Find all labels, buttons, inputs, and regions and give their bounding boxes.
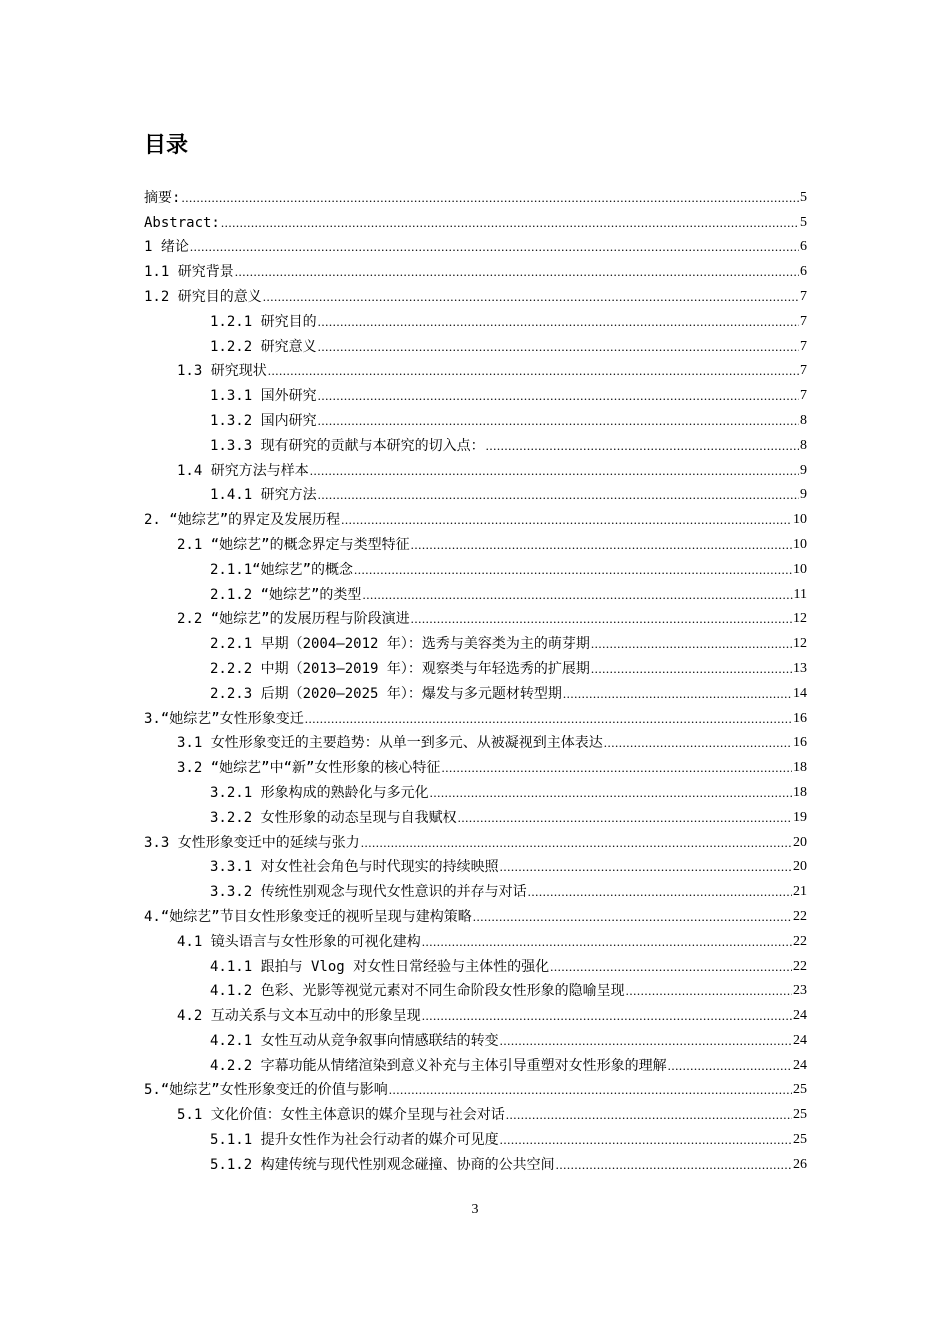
toc-entry[interactable] [144,504,807,529]
toc-entry-page: 24 [793,1008,807,1024]
page-number: 3 [471,1202,479,1217]
toc-entry[interactable] [144,232,807,257]
toc-entry-page: 10 [793,512,807,528]
toc-entry[interactable] [144,529,807,554]
toc-entry-page: 9 [800,462,807,478]
toc-entry[interactable] [144,1075,807,1100]
toc-title: 目录 [144,133,189,158]
toc-entry-page: 22 [793,958,807,974]
toc-entry-page: 18 [793,784,807,800]
dot-leader [310,462,799,480]
toc-entry[interactable] [144,331,807,356]
dot-leader [563,685,792,703]
toc-entry-title: 2.2.2 中期（2013—2019 年）：观察类与年轻选秀的扩展期 [210,660,590,677]
toc-entry-page: 5 [800,189,807,205]
dot-leader [500,858,792,876]
toc-entry-title: 2.2.3 后期（2020—2025 年）：爆发与多元题材转型期 [210,685,562,702]
toc-entry[interactable] [144,554,807,579]
toc-entry[interactable] [144,827,807,852]
table-of-contents [144,182,807,1174]
dot-leader [263,288,799,306]
dot-leader [556,1156,792,1174]
toc-entry-title: 4.2.2 字幕功能从情绪渲染到意义补充与主体引导重塑对女性形象的理解 [210,1057,667,1074]
toc-entry[interactable] [144,1025,807,1050]
dot-leader [550,958,792,976]
toc-entry-page: 10 [793,561,807,577]
toc-entry[interactable] [144,901,807,926]
toc-entry-title: 1.2.2 研究意义 [210,338,317,355]
toc-entry-page: 7 [800,288,807,304]
dot-leader [268,362,799,380]
dot-leader [430,784,792,802]
toc-entry-title: 3.1 女性形象变迁的主要趋势：从单一到多元、从被凝视到主体表达 [177,735,603,752]
dot-leader [422,1007,792,1025]
toc-entry-title: 3.2 “她综艺”中“新”女性形象的核心特征 [177,760,441,777]
toc-entry[interactable] [144,1124,807,1149]
toc-entry-page: 23 [793,983,807,999]
toc-entry-page: 20 [793,834,807,850]
toc-entry-page: 12 [793,636,807,652]
toc-entry[interactable] [144,256,807,281]
toc-entry-page: 7 [800,313,807,329]
dot-leader [235,263,799,281]
dot-leader [362,586,792,604]
toc-entry-title: 3.3.1 对女性社会角色与时代现实的持续映照 [210,859,499,876]
toc-entry-title: 3.2.2 女性形象的动态呈现与自我赋权 [210,809,457,826]
toc-entry[interactable] [144,976,807,1001]
toc-entry-page: 6 [800,264,807,280]
dot-leader [500,1032,792,1050]
dot-leader [221,214,799,232]
toc-entry-page: 20 [793,859,807,875]
toc-entry-page: 22 [793,933,807,949]
dot-leader [591,660,792,678]
dot-leader [486,437,799,455]
toc-entry-page: 5 [800,214,807,230]
toc-entry-title: 5.1.1 提升女性作为社会行动者的媒介可见度 [210,1132,499,1149]
toc-entry-title: 1.3.1 国外研究 [210,388,317,405]
toc-entry-title: 1.3.2 国内研究 [210,412,317,429]
dot-leader [500,1131,792,1149]
toc-entry-page: 16 [793,710,807,726]
toc-entry-title: 2.2.1 早期（2004—2012 年）：选秀与美容类为主的萌芽期 [210,636,590,653]
dot-leader [181,189,799,207]
toc-entry-title: 5.“她综艺”女性形象变迁的价值与影响 [144,1082,388,1099]
toc-entry[interactable] [144,579,807,604]
dot-leader [190,238,799,256]
toc-entry-title: 2.2 “她综艺”的发展历程与阶段演进 [177,611,410,628]
toc-entry-title: 1.4 研究方法与样本 [177,462,309,479]
toc-entry-title: 1.3 研究现状 [177,363,267,380]
toc-entry-page: 21 [793,884,807,900]
dot-leader [458,809,792,827]
dot-leader [318,313,799,331]
toc-entry-title: 4.1.1 跟拍与 Vlog 对女性日常经验与主体性的强化 [210,958,550,975]
toc-entry-title: 1 绪论 [144,239,189,256]
toc-entry[interactable] [144,455,807,480]
dot-leader [528,883,792,901]
toc-entry-page: 7 [800,338,807,354]
toc-entry[interactable] [144,306,807,331]
toc-entry-title: Abstract: [144,214,220,231]
toc-entry-title: 2.1.2 “她综艺”的类型 [210,586,362,603]
dot-leader [318,338,799,356]
toc-entry-page: 16 [793,735,807,751]
toc-entry[interactable] [144,876,807,901]
toc-entry[interactable] [144,678,807,703]
toc-entry-page: 8 [800,437,807,453]
toc-entry-page: 12 [793,611,807,627]
toc-entry[interactable] [144,752,807,777]
toc-entry-title: 5.1 文化价值：女性主体意识的媒介呈现与社会对话 [177,1107,505,1124]
toc-entry[interactable] [144,628,807,653]
toc-entry[interactable] [144,728,807,753]
dot-leader [626,982,792,1000]
toc-entry[interactable] [144,1050,807,1075]
toc-entry-title: 4.1 镜头语言与女性形象的可视化建构 [177,933,421,950]
dot-leader [318,486,799,504]
dot-leader [591,635,792,653]
toc-entry-title: 3.“她综艺”女性形象变迁 [144,710,304,727]
toc-entry-page: 26 [793,1156,807,1172]
toc-entry-title: 2.1.1“她综艺”的概念 [210,561,354,578]
toc-entry-page: 22 [793,908,807,924]
toc-entry-title: 1.1 研究背景 [144,264,234,281]
toc-entry-title: 3.2.1 形象构成的熟龄化与多元化 [210,784,429,801]
toc-entry-page: 24 [793,1057,807,1073]
toc-entry[interactable] [144,182,807,207]
toc-entry-page: 14 [793,685,807,701]
toc-entry-title: 4.2 互动关系与文本互动中的形象呈现 [177,1008,421,1025]
toc-entry[interactable] [144,926,807,951]
toc-entry[interactable] [144,207,807,232]
toc-entry-page: 7 [800,363,807,379]
dot-leader [354,561,792,579]
toc-entry[interactable] [144,281,807,306]
toc-entry[interactable] [144,480,807,505]
toc-entry[interactable] [144,852,807,877]
dot-leader [441,759,792,777]
toc-entry[interactable] [144,1149,807,1174]
toc-entry-title: 3.3.2 传统性别观念与现代女性意识的并存与对话 [210,884,527,901]
toc-entry-page: 6 [800,239,807,255]
toc-entry[interactable] [144,703,807,728]
toc-entry-title: 2.1 “她综艺”的概念界定与类型特征 [177,536,410,553]
toc-entry-title: 1.4.1 研究方法 [210,487,317,504]
dot-leader [361,834,792,852]
toc-entry[interactable] [144,1000,807,1025]
toc-entry[interactable] [144,802,807,827]
dot-leader [318,387,799,405]
toc-entry[interactable] [144,604,807,629]
toc-entry-page: 8 [800,412,807,428]
toc-entry-page: 24 [793,1032,807,1048]
toc-entry[interactable] [144,777,807,802]
toc-entry[interactable] [144,1099,807,1124]
toc-entry-title: 1.2 研究目的意义 [144,288,262,305]
dot-leader [422,933,792,951]
toc-entry[interactable] [144,380,807,405]
dot-leader [318,412,799,430]
toc-entry-title: 2. “她综艺”的界定及发展历程 [144,512,341,529]
dot-leader [668,1057,792,1075]
dot-leader [604,734,792,752]
toc-entry-page: 11 [793,586,807,602]
toc-entry-title: 1.3.3 现有研究的贡献与本研究的切入点： [210,437,485,454]
toc-entry[interactable] [144,430,807,455]
toc-entry-title: 1.2.1 研究目的 [210,313,317,330]
toc-entry-title: 3.3 女性形象变迁中的延续与张力 [144,834,360,851]
dot-leader [411,610,792,628]
toc-entry[interactable] [144,951,807,976]
toc-entry-page: 9 [800,487,807,503]
dot-leader [473,908,792,926]
dot-leader [389,1081,792,1099]
dot-leader [411,536,792,554]
toc-entry-page: 25 [793,1132,807,1148]
toc-entry-title: 4.2.1 女性互动从竞争叙事向情感联结的转变 [210,1032,499,1049]
dot-leader [341,511,792,529]
toc-entry[interactable] [144,356,807,381]
toc-entry-page: 10 [793,536,807,552]
dot-leader [506,1106,792,1124]
toc-entry-page: 19 [793,809,807,825]
toc-entry-page: 25 [793,1107,807,1123]
dot-leader [305,710,792,728]
toc-entry-page: 7 [800,388,807,404]
toc-entry-page: 13 [793,660,807,676]
toc-entry-page: 25 [793,1082,807,1098]
toc-entry-title: 摘要: [144,189,181,206]
toc-entry-title: 5.1.2 构建传统与现代性别观念碰撞、协商的公共空间 [210,1156,555,1173]
toc-entry-title: 4.“她综艺”节目女性形象变迁的视听呈现与建构策略 [144,908,472,925]
toc-entry[interactable] [144,653,807,678]
toc-entry-page: 18 [793,760,807,776]
toc-entry-title: 4.1.2 色彩、光影等视觉元素对不同生命阶段女性形象的隐喻呈现 [210,983,625,1000]
toc-entry[interactable] [144,405,807,430]
